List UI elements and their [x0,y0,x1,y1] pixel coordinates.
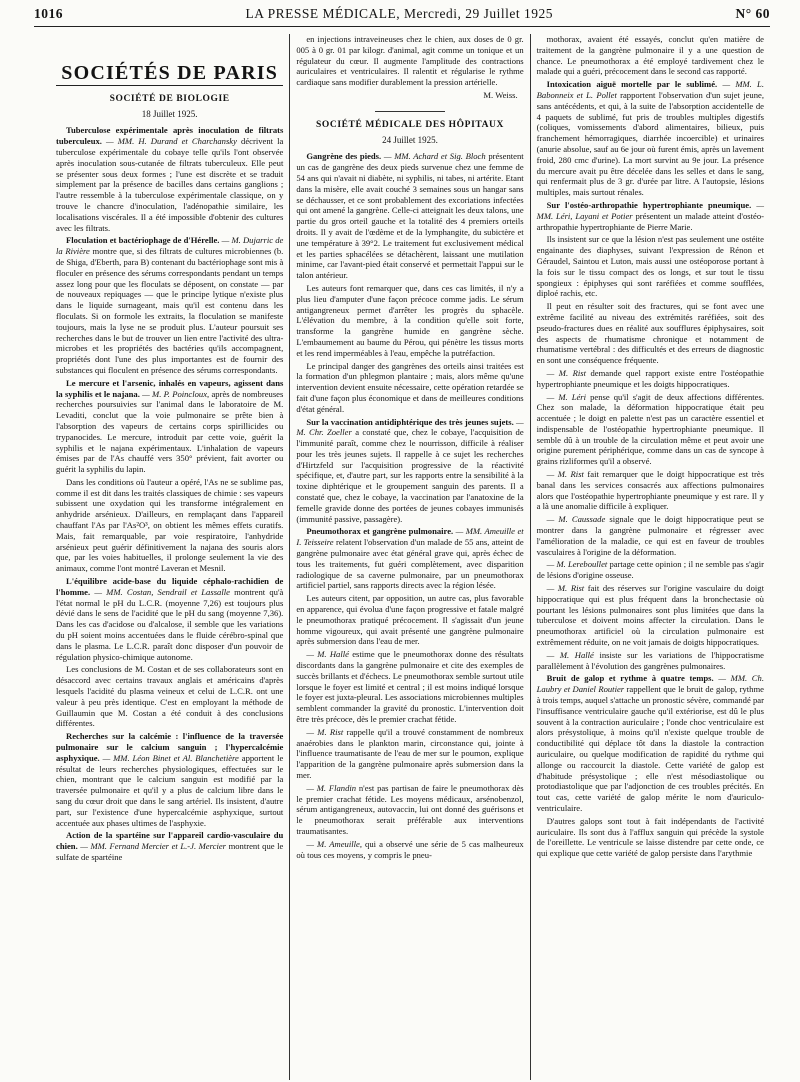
article-paragraph [296,526,523,591]
running-header [34,2,770,27]
paragraph-authors: — M. P. Poincloux [139,388,208,399]
paragraph-text: a constaté que, chez le cobaye, l'acquisition de l'immunité paraît, comme chez le nourrisson, difficile à réaliser pour les très jeunes sujets. Il rappelle à ce sujet les recherches d'Hirtzfeld sur l'acquisition progressive de la réactivité spécifique, et, d'autre part, sur les rapports entre la sensibilité à la toxine diphtérique et le groupement sanguin des parents. Il a constaté que, chez le cobaye, la vaccination par l'anatoxine de la femelle gravide donne des portées de jeunes cobayes immunisés (immunité passive, passagère). [296,427,524,524]
paragraph-authors: — M. Rist [306,726,344,737]
article-paragraph [296,283,523,359]
article-paragraph [537,650,764,672]
article-paragraph [537,469,764,512]
article-paragraph [296,417,523,525]
column-3 [530,34,770,1080]
paragraph-text: présentent un cas de gangrène des deux pieds survenue chez une femme de 54 ans qui n'avait ni diabète, ni syphilis, ni tabes, ni artérite. Etant dans la misère, elle avait couché 3 semaines sous un hangar sans se déchausser, et ce sont probablement des excoriations infectées qui ont amené la gangrène. Celle-ci atteignait les deux talons, une partie du gros orteil gauche et la totalité des 4 premiers orteils droits. Il y avait de l'œdème et de la lymphangite, du subictère et une température à 39°2. Le traitement fut exclusivement médical et les parties sphacélées se détachèrent, laissant une mutilation minime, car l'avant-pied était conservé et permettait l'appui sur le talon antérieur. [296,151,524,281]
paragraph-text: fait des réserves sur l'origine vasculaire du doigt hippocratique qui est plus fréquent dans la bronchectasie où pourtant les lésions pulmonaires sont plus limitées que dans la tuberculose et doivent moins affecter la circulation. Dans le pneumothorax artificiel où la circulation pulmonaire est extrêmement réduite, on ne voit jamais de doigts hippocratiques. [536,583,764,648]
article-paragraph [56,576,283,662]
paragraph-text: , après de nombreuses recherches poursuivies sur l'animal dans le laboratoire de M. Levaditi, conclut que la voie pulmonaire se prête bien à l'absorption des vapeurs de certains corps spirillicides ou trypanocides. Le mercure, introduit par cette voie, guérit la syphilis et le najana expérimentaux. L'inhalation de vapeurs émises par de l'As chauffé vers 350° prévient, fait avorter ou guérit la syphilis du lapin. [56,388,284,475]
paragraph-text: en injections intraveineuses chez le chien, aux doses de 0 gr. 005 à 0 gr. 01 par kilogr. d'animal, agit comme un tonique et un régulateur du cœur. Il augmente l'amplitude des contractions auriculaires et ventriculaires. Il ralentit et régularise le rythme cardiaque sans modifier durablement la pression artérielle. [296,34,524,88]
paragraph-authors: — MM. Ch. Laubry et Daniel Routier [536,673,764,695]
society-title-hopitaux: SOCIÉTÉ MÉDICALE DES HÔPITAUX [315,119,504,130]
paragraph-text: signale que le doigt hippocratique peut se montrer dans la gangrène pulmonaire et régresser avec l'amélioration de la maladie, ce qui est en faveur de troubles vasculaires à l'origine de la déformation. [536,514,764,557]
paragraph-title: Intoxication aiguë mortelle par le sublimé. [546,79,718,90]
article-paragraph [537,583,764,648]
paragraph-title: Floculation et bactériophage de d'Hérelle. [66,235,220,246]
paragraph-text: Les auteurs citent, par opposition, un autre cas, plus favorable en apparence, qui évolua d'une façon progressive et fatale malgré le pneumothorax pratiqué précocement. Il s'agissait d'un jeune homme vigoureux, qui avait présenté une gangrène pulmonaire après submersion dans l'eau de mer. [296,593,524,647]
running-title: LA PRESSE MÉDICALE, Mercredi, 29 Juillet 1925 [245,6,553,21]
paragraph-title: Pneumothorax et gangrène pulmonaire. [306,526,454,537]
paragraph-authors: — MM. Costan, Sendrail et Lassalle [90,586,230,597]
paragraph-authors: — M. Dujarric de la Rivière [56,235,284,257]
paragraph-authors: — MM. Fernand Mercier et L.-J. Mercier [77,841,227,852]
society-date-biologie: 18 Juillet 1925. [141,108,198,119]
article-paragraph [56,731,283,828]
columns [50,34,770,1080]
paragraph-title: Recherches sur la calcémie : l'influence de la traversée pulmonaire sur le calcium sanguin ; l'hypercalcémie asphyxique. [56,731,284,763]
paragraph-text: rappellent que le bruit de galop, rythme à trois temps, auquel s'attache un pronostic sévère, commandé par l'insuffisance ventriculaire gauche qu'il extériorise, est dû le plus souvent à la contraction auriculaire ; l'onde choc ventriculaire est alors présystolique, à moins qu'il n'existe quelque trouble de conductibilité qui déplace tôt dans la diastole la contraction auriculaire, ou quelque modification de rapidité du rythme qui allonge ou raccourcit la diastole. Cette variété de galop est d'habitude présystolique ; elle n'est mésodiastolique ou protodiastolique que par l'adjonction de ces troubles précités. En tout cas, cette variété de galop mérite le nom d'auriculo-ventriculaire. [536,684,764,813]
article-paragraph [537,79,764,198]
paragraph-authors: — M. Rist [546,469,584,480]
paragraph-text: apportent le résultat de leurs recherches physiologiques, effectuées sur le chien, montrant que le calcium sanguin est modifié par la traversée pulmonaire et qu'il y a plus de calcium libre dans le sang du cœur droit que dans le sang artériel. Ils insistent, d'autre part, sur l'existence d'une hypercalcémie asphyxique, surtout accentuée aux phases ultimes de l'asphyxie. [56,752,284,828]
paragraphs-col2 [296,151,523,860]
paragraph-text: estime que le pneumothorax donne des résultats discordants dans la gangrène pulmonaire et cite des exemples de succès brillants et d'échecs. Le pneumothorax semble surtout utile lorsque le foyer est limité et central ; il est moins indiqué lorsque le foyer est juxta-pleural. Les associations microbiennes multiples semblent commander la gravité du pronostic. L'intervention doit être très précoce, dès le premier crachat fétide. [296,649,524,725]
paragraph-text: montre que, si des filtrats de cultures microbiennes (b. de Shiga, d'Eberth, para B) contenant du bactériophage sont mis à floculer en présence des sérums correspondants pendant un temps assez long pour que les floculats se déposent, on constate — par de nouveaux repiquages — que le principe lytique n'existe plus dans le liquide surnageant, mais qu'il est contenu dans les floculats. Si on formole les extraits, la floculation se manifeste toujours, mais la lyse ne se produit plus. L'auteur poursuit ses recherches dans le but de trouver un lien entre l'activité des ultra-microbes et les propriétés des bactéries qu'ils accompagnent, propriétés dont l'une des plus importantes est de fournir des substances qui floculent en présence des sérums correspondants. [56,246,284,375]
divider [375,111,445,112]
paragraph-authors: — MM. Léri, Layani et Potier [536,199,764,221]
paragraph-text: rapportent l'observation d'un sujet jeune, sans antécédents, et qui, à la suite de l'absorption accidentelle de 4 paquets de sublimé, fut pris de troubles multiples digestifs (coliques, vomissements d'abord alimentaires, bilieux, puis franchement hémorragiques, diarrhée incoercible) et urinaires (anurie absolue, sauf au 6e jour où furent émis, après un lavement froid, 280 cmc d'urine). La mort survint au 9e jour. La présence du mercure avait pu être décelée dans les selles et dans le sang, qui renfermait plus de 3 gr. d'urée par litre. A l'autopsie, lésions multiples, mais surtout rénales. [536,89,764,198]
paragraphs-col1 [56,125,283,862]
society-title-biologie: SOCIÉTÉ DE BIOLOGIE [109,93,230,104]
paragraph-authors: — M. Lereboullet [546,559,608,570]
paragraph-authors: — MM. Ameuille et I. Teisseire [296,526,524,548]
paragraph-authors: — M. Chr. Zoeller [296,416,524,438]
paragraph-text: D'autres galops sont tout à fait indépendants de l'activité auriculaire. Ils sont dus à l'afflux sanguin qui précède la systole de l'oreillette. Le ventricule se laisse distendre par cette onde, ce qui explique que cette variété de galop persiste dans l'arythmie [536,815,764,859]
paragraph-title: Sur la vaccination antidiphtérique des très jeunes sujets. [306,416,514,427]
paragraph-text: Dans les conditions où l'auteur a opéré, l'As ne se sublime pas, comme il est dit dans les traités classiques de chimie : ses vapeurs subissent une oxydation qui les transforme intégralement en anhydride arsénieux. D'ailleurs, en remplaçant dans l'appareil chauffant l'As par l'As²O³, on obtient les mêmes effets curatifs. Mais, fait remarquable, par voie respiratoire, l'anhydride arsénieux peut guérir définitivement la najana des souris alors que, par les voies habituelles, il prolonge seulement la vie des animaux, comme l'ont montré Laveran et Mesnil. [56,476,284,574]
article-paragraph [296,151,523,281]
paragraph-text: partage cette opinion ; il ne semble pas s'agir de lésions d'origine osseuse. [536,559,764,581]
paragraph-authors: — M. Léri [546,391,587,402]
paragraph-authors: — M. Flandin [306,782,357,793]
column-1 [50,34,289,1080]
paragraph-title: Bruit de galop et rythme à quatre temps. [546,673,714,684]
paragraph-authors: — M. Rist [546,583,585,594]
article-paragraph [296,34,523,88]
article-paragraph [56,830,283,862]
paragraph-title: L'équilibre acide-base du liquide céphalo-rachidien de l'homme. [56,576,284,597]
page-number: 1016 [34,6,63,21]
paragraph-authors: — M. Hallé [306,649,349,660]
paragraph-text: insiste sur les variations de l'hippocratisme parallèlement à l'évolution des gangrènes pulmonaires. [536,649,764,671]
paragraph-text: demande quel rapport existe entre l'ostéopathie hypertrophiante pneumique et les doigts hippocratiques. [536,367,764,389]
article-paragraph [296,839,523,861]
paragraph-text: présentent un malade atteint d'ostéo-arthropathie hypertrophiante de Pierre Marie. [536,210,764,232]
article-paragraph [56,664,283,729]
article-paragraph [537,673,764,813]
paragraph-text: Les auteurs font remarquer que, dans ces cas limités, il n'y a plus lieu d'amputer d'une façon précoce comme jadis. Le sérum antigangreneux permet d'arrêter les progrès du sphacèle. L'élévation du membre, à la condition qu'elle soit forte, transforme la gangrène humide en gangrène sèche. L'embaumement au baume du Pérou, qui pénètre les tissus morts et les rend imperméables à l'eau, empêche la putréfaction. [296,282,524,358]
paragraph-text: n'est pas partisan de faire le pneumothorax dès le premier crachat fétide. Les moyens médicaux, arsénobenzol, sérum antigangreneux, autovaccin, lui ont donné des guérisons et le pneumothorax serait préférable aux interventions traumatisantes. [296,782,524,836]
article-paragraph [537,368,764,390]
issue-number: N° 60 [735,6,770,21]
paragraph-text: pense qu'il s'agit de deux affections différentes. Chez son malade, la déformation hippocratique était peu accentuée ; le doigt en palette n'est pas un caractère essentiel et indispensable de l'ostéopathie hypertrophiante pneumique. Il semble dû à un trouble de la circulation même et peut avoir une origine purement périphérique, comme dans un cas de syncope à grains rizliformes qu'il a observé. [536,391,764,467]
paragraph-authors: — MM. Léon Binet et Al. Blanchetière [99,752,239,763]
paragraph-title: Gangrène des pieds. [306,151,382,162]
paragraphs-col2-top [296,34,523,88]
article-paragraph [537,816,764,859]
paragraph-title: Action de la spartéine sur l'appareil cardio-vasculaire du chien. [56,830,284,852]
paragraph-authors: — MM. L. Babonneix et L. Pollet [536,79,764,100]
paragraph-text: rappelle qu'il a trouvé constamment de nombreux anaérobies dans le plankton marin, circonstance qui, jointe à l'influence traumatisante de l'eau de mer sur le poumon, explique l'apparition de la gangrène pulmonaire après submersion dans la mer. [296,726,524,780]
article-paragraph [56,477,283,574]
article-paragraph [296,727,523,781]
paragraph-text: Les conclusions de M. Costan et de ses collaborateurs sont en désaccord avec certains travaux anglais et américains d'après lesquels l'acidité du plasma veineux et celui de L.C.R. ont une valeur à peu près identique. C'est en employant la méthode de Guillaumin que M. Costan a été conduit à des conclusions différentes. [56,664,284,729]
article-paragraph [56,378,283,475]
paragraph-authors: — M. Ameuille [306,838,360,849]
society-date-hopitaux: 24 Juillet 1925. [382,134,438,145]
paragraph-text: Ils insistent sur ce que la lésion n'est pas seulement une ostéite engainante des diaphyses, suivant l'expression de Rénon et Géraudel, Saintou et Luton, mais aussi une ostéoporose portant à la fois sur le tissu compact des os longs, et sur tout le tissu spongieux : épiphyses qui sont raréfiées et comme soufflées, diploé rachis, etc. [536,234,764,299]
paragraph-authors: — M. Caussade [546,514,606,525]
paragraph-text: montrent que le sulfate de spartéine [56,841,284,862]
article-paragraph [537,34,764,77]
paragraph-text: Il peut en résulter soit des fractures, qui se font avec une extrême facilité au niveau des extrémités raréfiées, soit des pseudo-fractures dues en réalité aux soufflures épiphysaires, soit des aspects de rhumatisme chronique et notamment de rhumatisme vertébral : des difficultés et des erreurs de diagnostic en sont une conséquence fréquente. [536,301,764,366]
article-paragraph [537,392,764,468]
article-paragraph [537,514,764,557]
paragraph-authors: — MM. Achard et Sig. Bloch [381,151,486,162]
paragraphs-col3 [537,34,764,859]
article-paragraph [537,301,764,366]
paragraph-text: , qui a observé une série de 5 cas malheureux où tous ces moyens, y compris le pneu- [296,838,524,860]
paragraph-authors: — M. Rist [546,367,586,378]
article-paragraph [296,649,523,725]
paragraph-title: Le mercure et l'arsenic, inhalés en vapeurs, agissent dans la syphilis et le najana. [56,377,284,399]
paragraph-authors: — MM. H. Durand et Charchansky [101,136,237,147]
article-paragraph [537,200,764,232]
article-paragraph [56,235,283,375]
paragraph-authors: — M. Hallé [546,649,594,660]
paragraph-text: décrivent la tuberculose expérimentale du cobaye telle qu'ils l'ont observée après inoculation sous-cutanée de filtrats tuberculeux. Elle peut se présenter sous deux formes ; l'une est discrète et se traduit simplement par la présence de bacilles dans certains ganglions ; l'autre ressemble à la tuberculose expérimentale classique, on y trouve le chancre d'inoculation, l'adénopathie similaire, les localisations viscérales. Il a été impossible d'obtenir des cultures avec les filtrats. [56,136,284,233]
article-paragraph [296,593,523,647]
column-2 [289,34,529,1080]
paragraph-title: Tuberculose expérimentale après inoculation de filtrats tuberculeux. [56,125,284,147]
article-paragraph [537,234,764,299]
article-paragraph [296,783,523,837]
section-banner: SOCIÉTÉS DE PARIS [56,68,283,86]
paragraph-text: relatent l'observation d'un malade de 55 ans, atteint de gangrène pulmonaire avec état général grave qui, après échec de tous les traitements, fut guéri complètement, avec disparition radiologique de sa caverne pulmonaire, par un pneumothorax artificiel partiel, sans rapports directs avec la région lésée. [296,537,524,591]
signature: M. Weiss. [483,89,518,100]
paragraph-title: Sur l'ostéo-arthropathie hypertrophiante pneumique. [546,199,752,210]
article-paragraph [296,361,523,415]
paragraph-text: fait remarquer que le doigt hippocratique est très banal dans les services consacrés aux affections pulmonaires alors que l'ostéopathie hypertrophiante pneumique y est rare. Il y a là une anomalie difficile à expliquer. [536,469,764,512]
article-paragraph [537,559,764,581]
paragraph-text: montrent qu'à l'état normal le pH du L.C.R. (moyenne 7,26) est toujours plus dévié dans le sens de l'acidité que le pH du sang (moyenne 7,36). Dans les cas d'acidose ou d'alcalose, il semble que les variations du pH soient moins accentuées dans le fluide cérébro-spinal que dans le plasma. Le L.C.R. paraît donc disposer d'un pouvoir de régulation physico-chimique autonome. [56,586,284,662]
article-paragraph [56,125,283,233]
paragraph-text: mothorax, avaient été essayés, conclut qu'en matière de traitement de la gangrène pulmonaire il y a une question de chance. Le pneumothorax a été employé tardivement chez le malade qui a guéri, précocement dans le second cas rapporté. [536,34,764,77]
paragraph-text: Le principal danger des gangrènes des orteils ainsi traitées est la formation d'un phlegmon plantaire ; mais, alors même qu'une intervention devient ensuite nécessaire, cette opération retardée se fait d'une façon plus économique et dans de meilleures conditions d'état général. [296,360,524,414]
